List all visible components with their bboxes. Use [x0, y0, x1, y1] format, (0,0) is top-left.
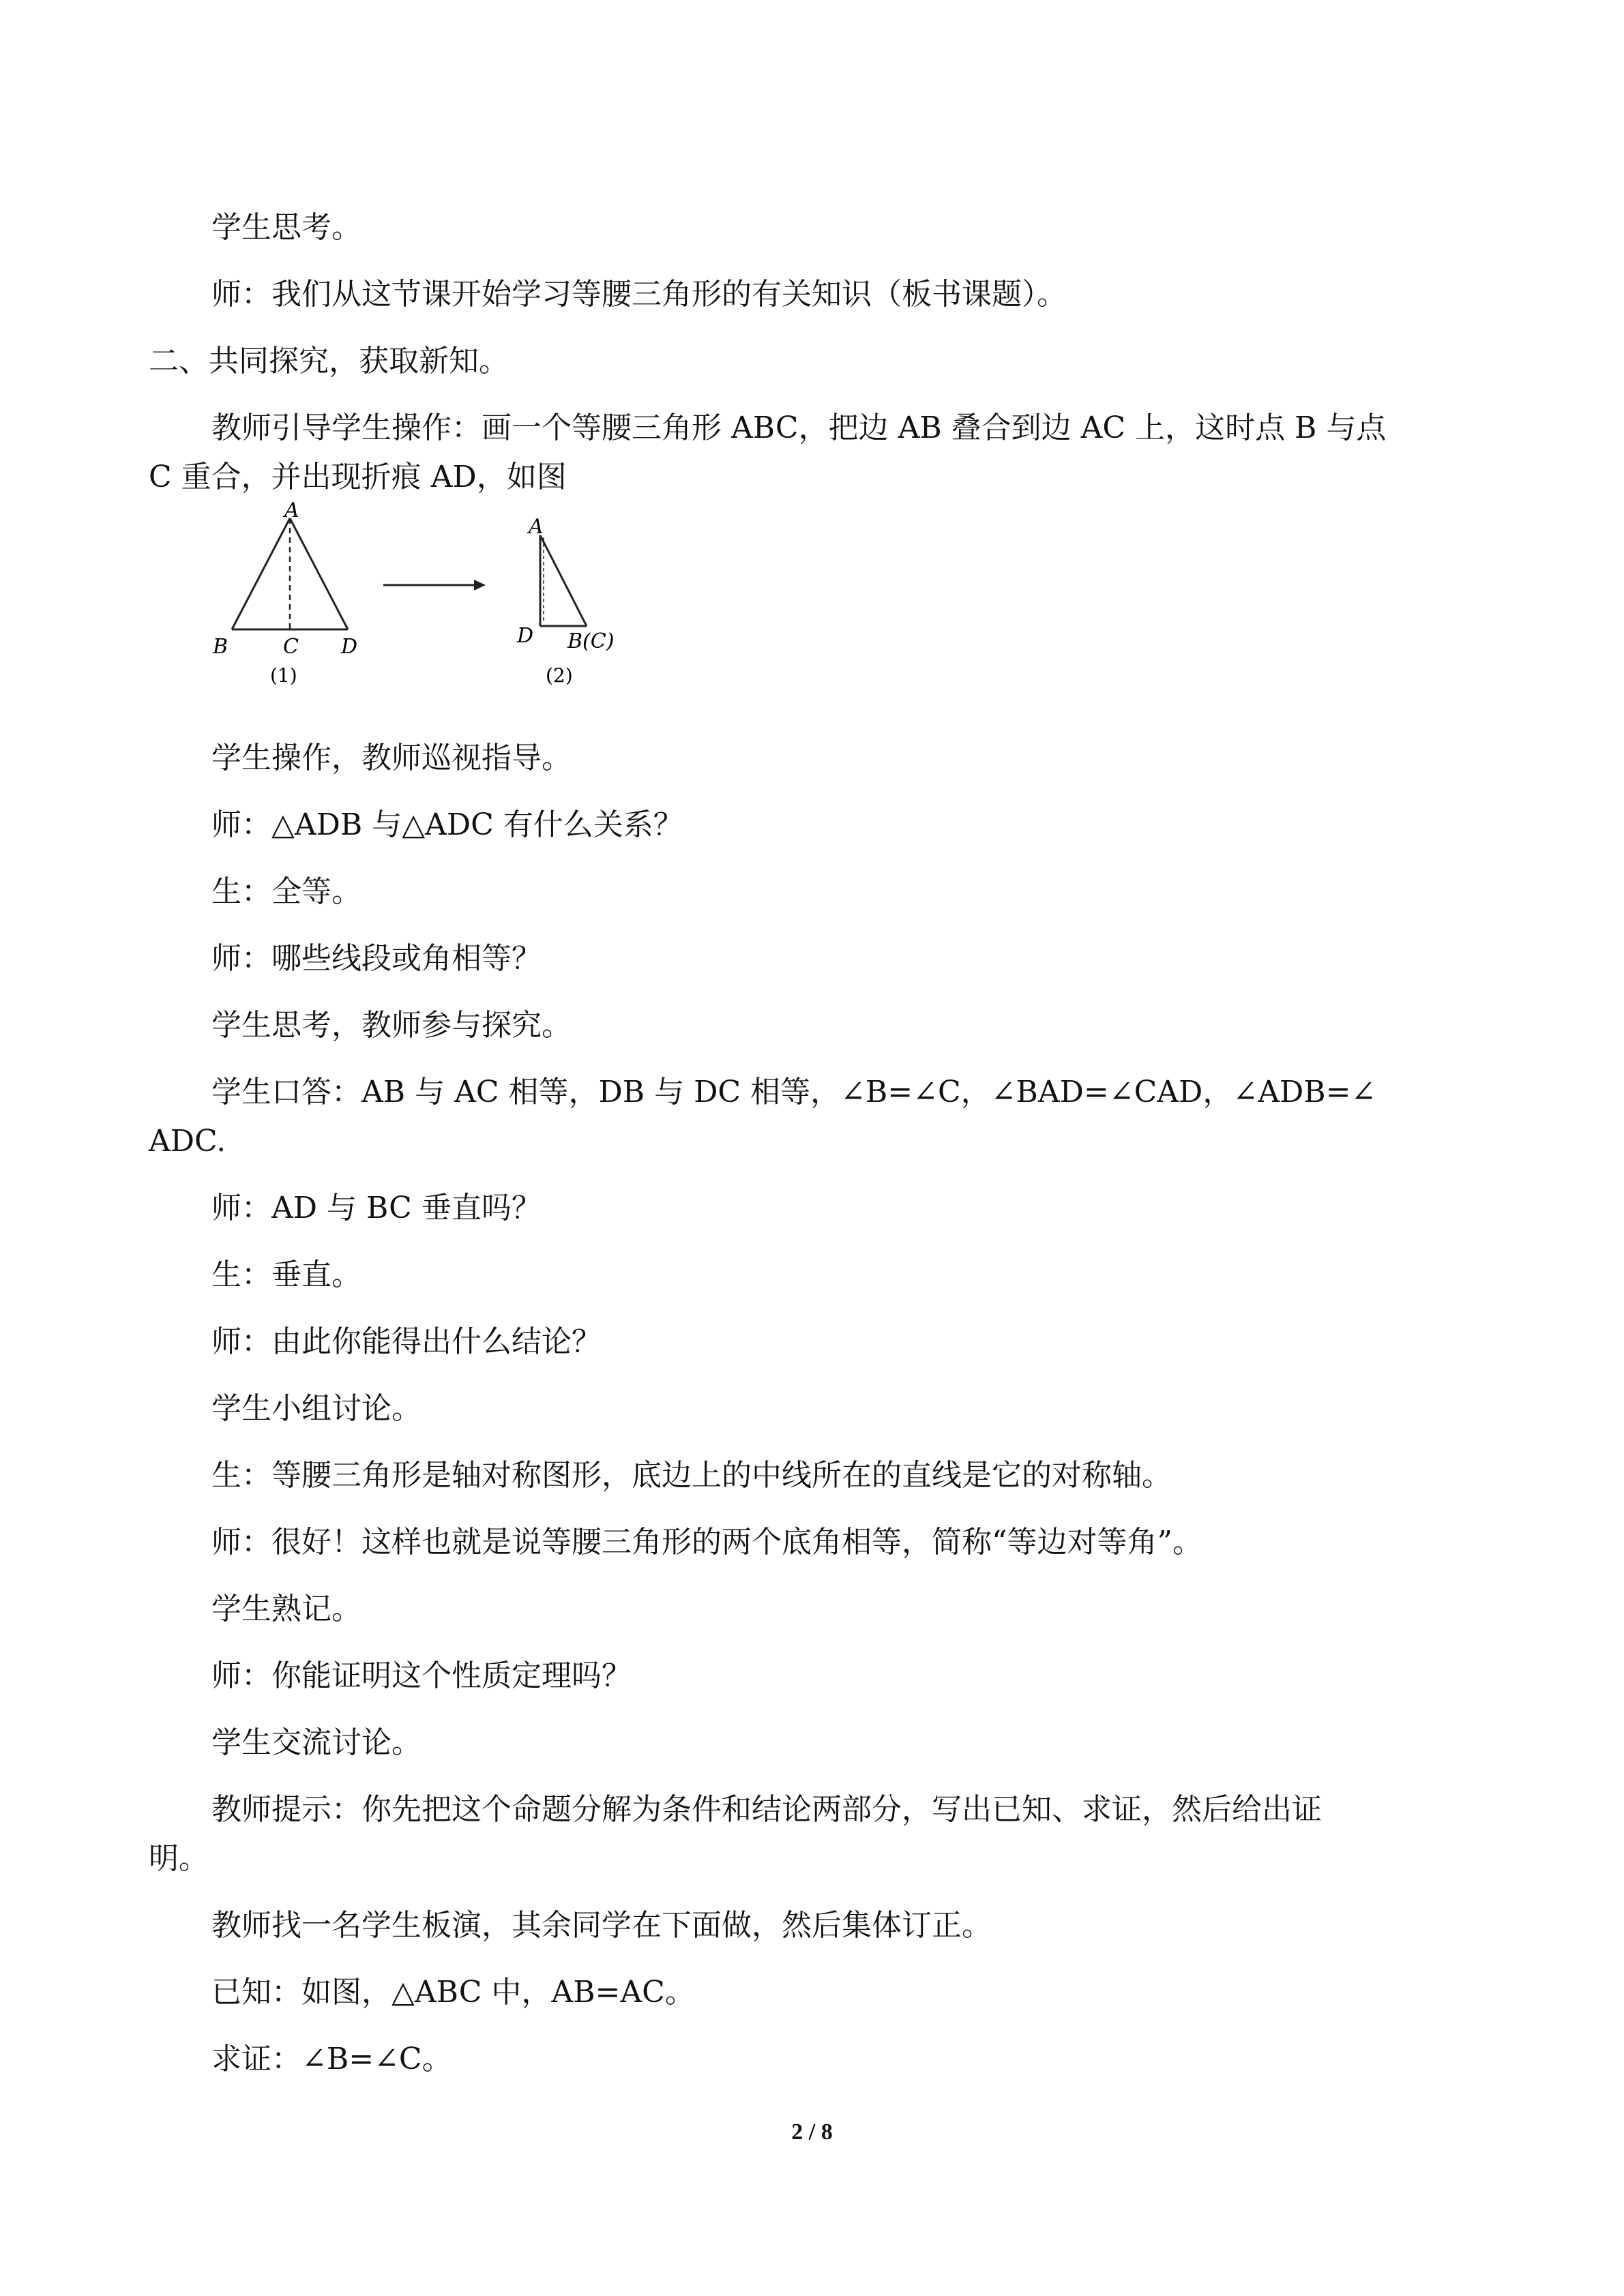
fig2-label-a: A	[529, 515, 544, 539]
text-line-5: C 重合，并出现折痕 AD，如图	[149, 460, 567, 494]
text-line-18: 师：很好！这样也就是说等腰三角形的两个底角相等，简称“等边对等角”。	[211, 1525, 1202, 1560]
text-line-14: 生：垂直。	[211, 1257, 361, 1292]
text-line-4: 教师引导学生操作：画一个等腰三角形 ABC，把边 AB 叠合到边 AC 上，这时点 B 与点	[211, 411, 1387, 445]
page-number: 2 / 8	[791, 2119, 833, 2145]
text-line-12: ADC.	[149, 1124, 226, 1159]
arrow-icon	[383, 580, 486, 591]
fig2-label-d: D	[517, 624, 534, 648]
text-line-19: 学生熟记。	[211, 1592, 361, 1626]
text-line-1: 学生思考。	[211, 210, 361, 245]
figure-2	[516, 515, 614, 687]
text-line-20: 师：你能证明这个性质定理吗？	[211, 1658, 632, 1693]
fig1-label-c: C	[283, 635, 299, 659]
text-line-23: 明。	[149, 1841, 209, 1876]
text-line-10: 学生思考，教师参与探究。	[211, 1008, 572, 1043]
text-line-8: 生：全等。	[211, 874, 361, 909]
text-line-13: 师：AD 与 BC 垂直吗？	[211, 1191, 542, 1225]
fig1-label-b: B	[213, 635, 228, 659]
text-line-17: 生：等腰三角形是轴对称图形，底边上的中线所在的直线是它的对称轴。	[211, 1458, 1172, 1493]
text-line-9: 师：哪些线段或角相等？	[211, 941, 542, 976]
prove-line: 求证：∠B=∠C。	[211, 2042, 452, 2076]
text-line-16: 学生小组讨论。	[211, 1391, 422, 1426]
given-line: 已知：如图，△ABC 中，AB=AC。	[211, 1975, 695, 2010]
text-line-24: 教师找一名学生板演，其余同学在下面做，然后集体订正。	[211, 1908, 992, 1943]
text-line-22: 教师提示：你先把这个命题分解为条件和结论两部分，写出已知、求证，然后给出证	[211, 1792, 1322, 1827]
text-line-15: 师：由此你能得出什么结论？	[211, 1324, 602, 1359]
fig1-caption: (1)	[270, 664, 297, 687]
fig1-label-d: D	[341, 635, 358, 659]
fig1-label-a: A	[284, 498, 299, 522]
figure-1	[212, 498, 357, 687]
fold-diagram	[205, 498, 641, 702]
text-line-21: 学生交流讨论。	[211, 1725, 422, 1760]
text-line-7: 师：△ADB 与△ADC 有什么关系？	[211, 807, 683, 842]
text-line-2: 师：我们从这节课开始学习等腰三角形的有关知识（板书课题）。	[211, 277, 1067, 312]
text-line-11: 学生口答：AB 与 AC 相等，DB 与 DC 相等，∠B=∠C，∠BAD=∠CAD，∠ADB=∠	[211, 1075, 1376, 1109]
fig2-caption: (2)	[546, 664, 573, 687]
fig2-label-bc: B(C)	[567, 629, 615, 653]
section-heading: 二、共同探究，获取新知。	[149, 344, 509, 378]
text-line-6: 学生操作，教师巡视指导。	[211, 741, 572, 775]
